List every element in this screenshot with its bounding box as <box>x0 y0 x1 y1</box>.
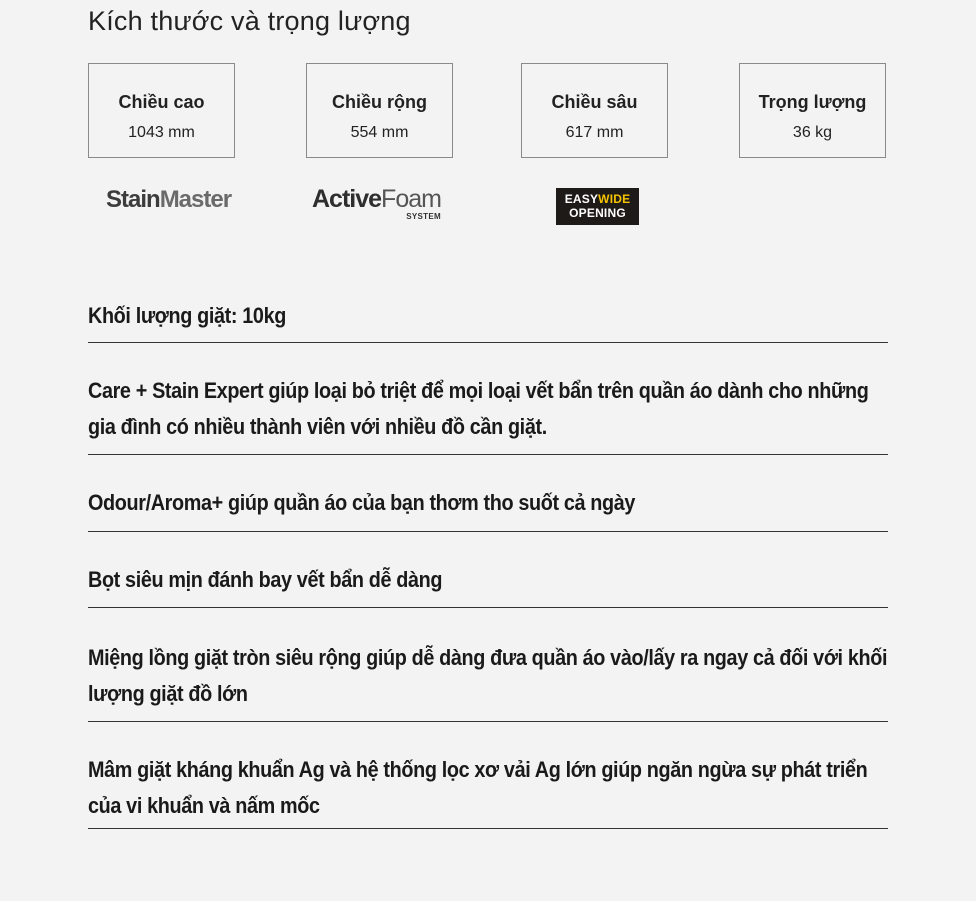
activefoam-logo-sub: SYSTEM <box>406 212 441 221</box>
feature-text: Khối lượng giặt: 10kg <box>88 303 286 328</box>
spec-box-height <box>88 63 235 158</box>
spec-value: 554 mm <box>350 124 409 141</box>
activefoam-logo <box>312 185 441 221</box>
easywide-logo-opening: OPENING <box>569 206 626 220</box>
activefoam-logo-part1: Active <box>312 185 382 213</box>
feature-text: Odour/Aroma+ giúp quần áo của bạn thơm tho suốt cả ngày <box>88 490 636 515</box>
stainmaster-logo <box>106 186 231 214</box>
feature-item-antibacterial <box>88 722 888 829</box>
spec-label: Chiều cao <box>118 92 205 112</box>
feature-text: Miệng lồng giặt tròn siêu rộng giúp dễ dàng đưa quần áo vào/lấy ra ngay cả đối với khối lượng giặt đồ lớn <box>88 645 888 706</box>
spec-label: Chiều sâu <box>551 92 638 112</box>
spec-box-depth <box>521 63 668 158</box>
easywide-logo-wide: WIDE <box>598 192 631 206</box>
spec-box-weight <box>739 63 886 158</box>
section-title: Kích thước và trọng lượng <box>88 6 411 36</box>
spec-label: Trọng lượng <box>758 92 867 112</box>
spec-value: 36 kg <box>792 124 833 141</box>
activefoam-logo-part2: Foam <box>381 185 441 213</box>
feature-item-capacity <box>88 290 888 343</box>
feature-text: Bọt siêu mịn đánh bay vết bẩn dễ dàng <box>88 567 443 592</box>
stainmaster-logo-part1: Stain <box>106 186 160 213</box>
feature-text: Mâm giặt kháng khuẩn Ag và hệ thống lọc xơ vải Ag lớn giúp ngăn ngừa sự phát triển của vi khuẩn và nấm mốc <box>88 757 868 818</box>
spec-value: 617 mm <box>565 124 624 141</box>
feature-item-stain-expert <box>88 343 888 455</box>
spec-value: 1043 mm <box>128 124 195 141</box>
feature-text: Care + Stain Expert giúp loại bỏ triệt để mọi loại vết bẩn trên quần áo dành cho những gia đình có nhiều thành viên với nhiều đồ cần giặt. <box>88 378 869 439</box>
feature-item-foam <box>88 532 888 608</box>
spec-box-width <box>306 63 453 158</box>
feature-item-aroma <box>88 455 888 532</box>
easywide-opening-logo <box>556 188 639 225</box>
feature-item-wide-door <box>88 608 888 722</box>
spec-label: Chiều rộng <box>332 92 427 112</box>
easywide-logo-easy: EASY <box>564 192 599 206</box>
stainmaster-logo-part2: Master <box>159 186 232 213</box>
